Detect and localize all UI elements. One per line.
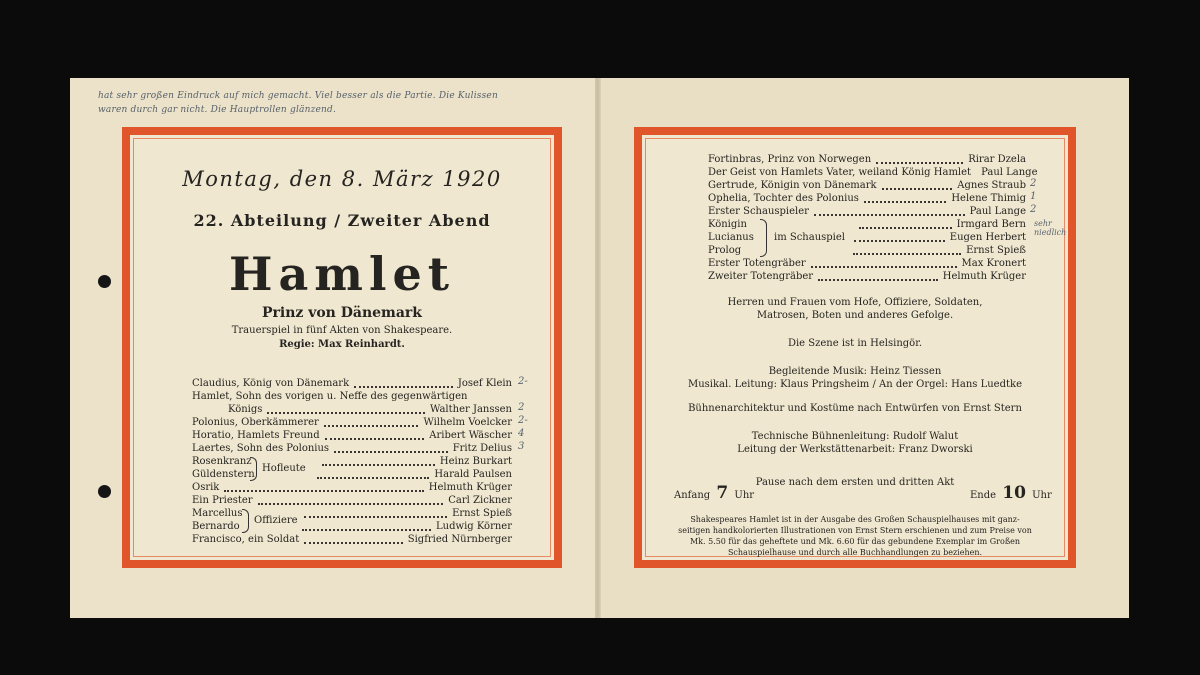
music-direction: Musikal. Leitung: Klaus Pringsheim / An der Orgel: Hans Luedtke <box>687 379 1022 390</box>
handwritten-grade: 3 <box>518 441 525 452</box>
play-genre: Trauerspiel in fünf Akten von Shakespeare. <box>231 325 453 336</box>
center-fold <box>595 78 601 618</box>
footer-line-2: seitigen handkolorierten Illustrationen von Ernst Stern erschienen und zum Preise von <box>678 526 1032 535</box>
group-label-offiziere: Offiziere <box>254 515 298 526</box>
brace-hofleute <box>250 457 257 481</box>
footer-line-4: Schauspielhause und durch alle Buchhandlungen zu beziehen. <box>727 548 983 557</box>
ensemble-line-2: Matrosen, Boten und anderes Gefolge. <box>756 310 954 321</box>
handwritten-note-line-2: waren durch gar nicht. Die Hauptrollen glänzend. <box>98 105 337 115</box>
cast-row: Polonius, Oberkämmerer Wilhelm Voelcker <box>192 417 512 428</box>
cast-row: Claudius, König von Dänemark Josef Klein <box>192 378 512 389</box>
footer-line-3: Mk. 5.50 für das geheftete und Mk. 6.60 für das gebundene Exemplar im Großen <box>689 537 1021 546</box>
performance-date: Montag, den 8. März 1920 <box>182 167 502 191</box>
brace-schauspiel <box>760 219 767 257</box>
punch-hole-top <box>98 275 111 288</box>
handwritten-grade: 2 <box>1030 178 1037 189</box>
intermission-note: Pause nach dem ersten und dritten Akt <box>755 477 955 488</box>
group-label-hofleute: Hofleute <box>262 463 306 474</box>
group-label-schauspiel: im Schauspiel <box>774 232 846 243</box>
cast-row: Ein Priester Carl Zickner <box>192 495 512 506</box>
handwritten-comment: sehr niedlich <box>1034 219 1067 237</box>
brace-offiziere <box>242 509 249 533</box>
handwritten-grade: 1 <box>1030 191 1037 202</box>
cast-row: Erster Schauspieler Paul Lange <box>708 206 1026 217</box>
start-time: Anfang 7 Uhr <box>674 483 755 503</box>
right-program-frame <box>634 127 1076 568</box>
handwritten-grade: 2 <box>1030 204 1037 215</box>
handwritten-grade: 2 <box>518 402 525 413</box>
cast-row: Rosenkranz Heinz Burkart <box>192 456 512 467</box>
play-subtitle: Prinz von Dänemark <box>261 305 422 321</box>
cast-row: Laertes, Sohn des Polonius Fritz Delius <box>192 443 512 454</box>
cast-row: Der Geist von Hamlets Vater, weiland König Hamlet Paul Lange <box>708 167 1038 178</box>
cast-row: Königs Walther Janssen <box>228 404 512 415</box>
punch-hole-bottom <box>98 485 111 498</box>
cast-row: Lucianus Eugen Herbert <box>708 232 1026 243</box>
scene-location: Die Szene ist in Helsingör. <box>787 338 923 349</box>
end-time: Ende 10 Uhr <box>970 483 1052 503</box>
handwritten-grade: 2- <box>518 376 528 387</box>
ensemble-line-1: Herren und Frauen vom Hofe, Offiziere, Soldaten, <box>727 297 983 308</box>
handwritten-grade: 4 <box>518 428 525 439</box>
cast-row: Fortinbras, Prinz von Norwegen Rirar Dzela <box>708 154 1026 165</box>
tech-direction: Technische Bühnenleitung: Rudolf Walut <box>751 431 959 442</box>
cast-row: Marcellus Ernst Spieß <box>192 508 512 519</box>
design-credit: Bühnenarchitektur und Kostüme nach Entwürfen von Ernst Stern <box>688 403 1022 414</box>
cast-row: Francisco, ein Soldat Sigfried Nürnberger <box>192 534 512 545</box>
cast-row: Horatio, Hamlets Freund Aribert Wäscher <box>192 430 512 441</box>
director-credit: Regie: Max Reinhardt. <box>279 339 405 350</box>
music-credit: Begleitende Musik: Heinz Tiessen <box>768 366 942 377</box>
play-title: Hamlet <box>229 247 455 301</box>
cast-row: Gertrude, Königin von Dänemark Agnes Straub <box>708 180 1026 191</box>
cast-row: Königin Irmgard Bern <box>708 219 1026 230</box>
cast-row: Zweiter Totengräber Helmuth Krüger <box>708 271 1026 282</box>
cast-row: Ophelia, Tochter des Polonius Helene Thimig <box>708 193 1026 204</box>
cast-row: Bernardo Ludwig Körner <box>192 521 512 532</box>
cast-row: Hamlet, Sohn des vorigen u. Neffe des gegenwärtigen <box>192 391 468 402</box>
workshop-direction: Leitung der Werkstättenarbeit: Franz Dworski <box>737 444 973 455</box>
handwritten-note-line-1: hat sehr großen Eindruck auf mich gemacht. Viel besser als die Partie. Die Kulissen <box>98 91 498 101</box>
cast-row: Prolog Ernst Spieß <box>708 245 1026 256</box>
handwritten-grade: 2- <box>518 415 528 426</box>
series-subtitle: 22. Abteilung / Zweiter Abend <box>193 211 491 230</box>
footer-line-1: Shakespeares Hamlet ist in der Ausgabe des Großen Schauspielhauses mit ganz- <box>690 515 1020 524</box>
cast-row: Osrik Helmuth Krüger <box>192 482 512 493</box>
left-program-frame <box>122 127 562 568</box>
cast-row: Güldenstern Harald Paulsen <box>192 469 512 480</box>
cast-row: Erster Totengräber Max Kronert <box>708 258 1026 269</box>
